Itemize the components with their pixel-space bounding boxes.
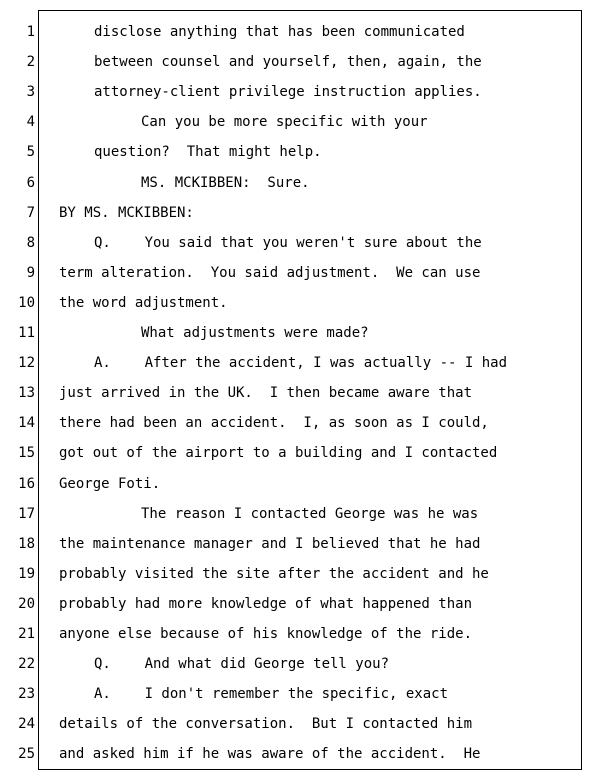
line-number: 21	[18, 626, 35, 642]
line-number: 6	[26, 174, 35, 191]
line-number: 25	[18, 746, 35, 763]
transcript-line: question? That might help.	[94, 144, 322, 161]
transcript-line: disclose anything that has been communicated	[94, 24, 465, 40]
line-number: 8	[26, 234, 35, 251]
transcript-line: MS. MCKIBBEN: Sure.	[141, 174, 310, 191]
transcript-line: and asked him if he was aware of the accident. He	[59, 746, 481, 763]
line-number: 17	[18, 505, 35, 522]
transcript-line: just arrived in the UK. I then became aware that	[59, 385, 473, 402]
transcript-line: probably visited the site after the accident and he	[59, 565, 489, 582]
transcript-line: What adjustments were made?	[141, 325, 369, 341]
transcript-line: probably had more knowledge of what happened than	[59, 595, 473, 612]
line-number: 24	[18, 716, 35, 733]
transcript-line: Q. You said that you weren't sure about the	[94, 234, 482, 251]
line-number: 12	[18, 355, 35, 372]
transcript-line: attorney-client privilege instruction applies.	[94, 84, 482, 101]
line-number: 16	[18, 475, 35, 492]
line-number: 14	[18, 415, 35, 432]
line-number: 11	[18, 325, 35, 341]
line-number: 15	[18, 445, 35, 462]
transcript-line: A. I don't remember the specific, exact	[94, 686, 449, 703]
line-number: 3	[26, 84, 35, 101]
line-number: 2	[26, 54, 35, 71]
transcript-line: The reason I contacted George was he was	[141, 505, 479, 522]
transcript-line: Can you be more specific with your	[141, 114, 428, 131]
line-number: 9	[26, 264, 35, 281]
transcript-line: there had been an accident. I, as soon as I could,	[59, 415, 489, 432]
transcript-line: BY MS. MCKIBBEN:	[59, 204, 194, 221]
transcript-page	[18, 10, 582, 770]
line-number: 10	[18, 294, 35, 311]
transcript-line: got out of the airport to a building and I contacted	[59, 445, 498, 462]
transcript-line: the maintenance manager and I believed that he had	[59, 535, 481, 552]
line-number: 5	[26, 144, 35, 161]
line-number: 1	[26, 24, 35, 40]
line-number: 19	[18, 565, 35, 582]
line-number: 22	[18, 656, 35, 673]
transcript-line: A. After the accident, I was actually -- I had	[94, 355, 508, 372]
line-number: 18	[18, 535, 35, 552]
transcript-line: term alteration. You said adjustment. We can use	[59, 264, 481, 281]
line-number: 23	[18, 686, 35, 703]
transcript-line: the word adjustment.	[59, 294, 228, 311]
line-number: 13	[18, 385, 35, 402]
transcript-line: George Foti.	[59, 475, 161, 492]
transcript-line: details of the conversation. But I contacted him	[59, 716, 473, 733]
transcript-line: between counsel and yourself, then, again, the	[94, 54, 482, 71]
line-number: 4	[26, 114, 35, 131]
line-number: 20	[18, 595, 35, 612]
transcript-line: Q. And what did George tell you?	[94, 656, 390, 673]
line-number: 7	[26, 204, 35, 221]
transcript-line: anyone else because of his knowledge of the ride.	[59, 626, 473, 642]
